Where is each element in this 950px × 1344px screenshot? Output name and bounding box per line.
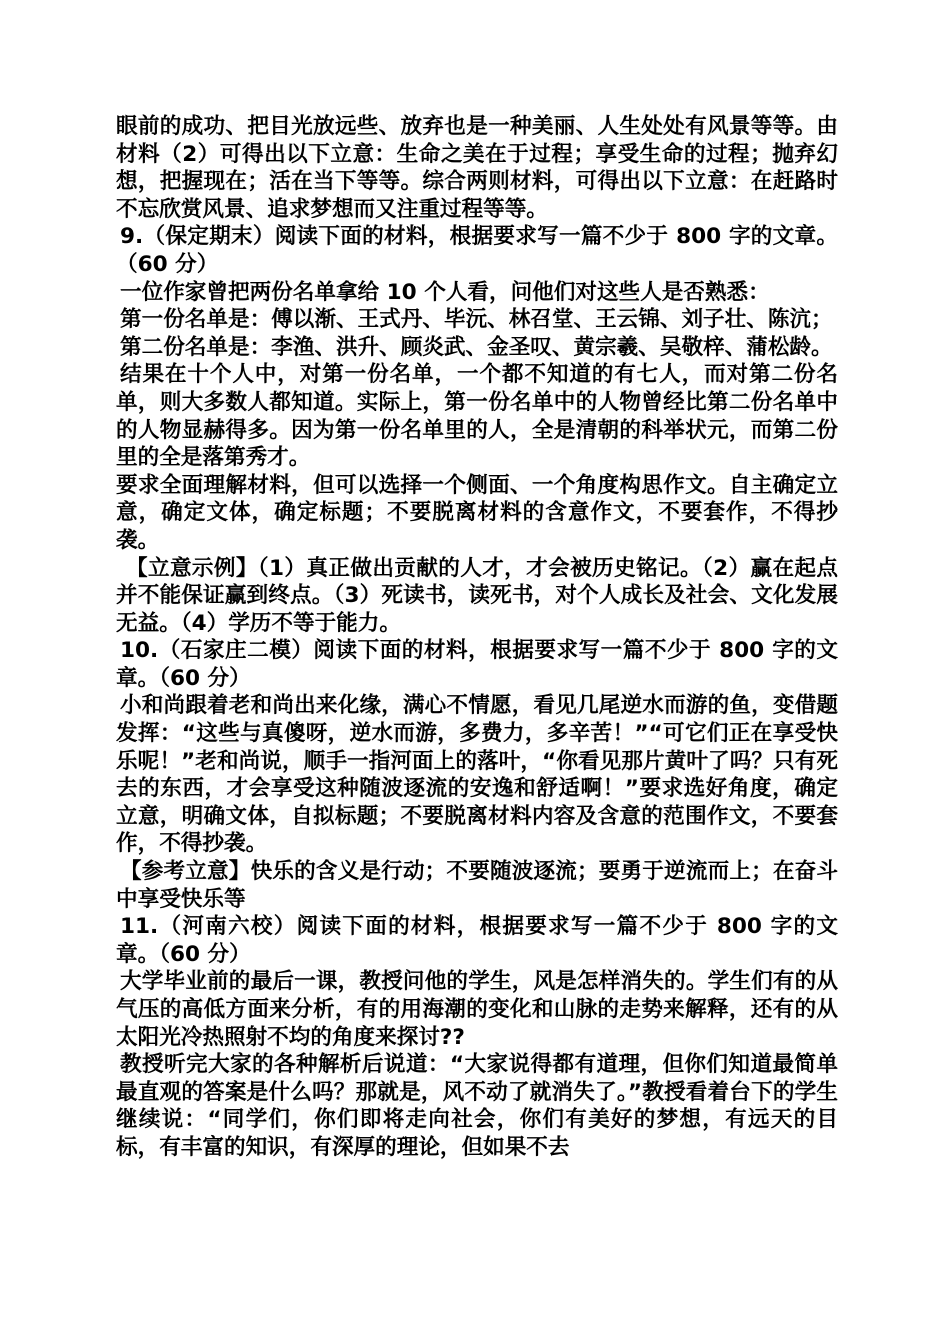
question-10-reference-ideas: 【参考立意】快乐的含义是行动；不要随波逐流；要勇于逆流而上；在奋斗中享受快乐等 [116, 859, 838, 912]
question-9-material-intro: 一位作家曾把两份名单拿给 10 个人看，问他们对这些人是否熟悉： [120, 279, 770, 305]
question-9-list-1: 第一份名单是：傅以渐、王式丹、毕沅、林召堂、王云锦、刘子壮、陈沆； [120, 307, 833, 333]
question-9-result: 结果在十个人中，对第一份名单，一个都不知道的有七人，而对第二份名单，则大多数人都知道。实际上，第一份名单中的人物曾经比第二份名单中的人物显赫得多。因为第一份名单里的人，全是清朝的科举状元，而第二份里的全是落第秀才。 [116, 362, 838, 471]
paragraph-1: 眼前的成功、把目光放远些、放弃也是一种美丽、人生处处有风景等等。由材料（2）可得出以下立意：生命之美在于过程；享受生命的过程；抛弃幻想，把握现在；活在当下等等。综合两则材料，可得出以下立意：在赶路时不忘欣赏风景、追求梦想而又注重过程等等。 [116, 114, 838, 222]
question-11-material-2: 教授听完大家的各种解析后说道：“大家说得都有道理，但你们知道最简单最直观的答案是什么吗？那就是，风不动了就消失了。”教授看着台下的学生继续说：“同学们，你们即将走向社会，你们有美好的梦想，有远天的目标，有丰富的知识，有深厚的理论，但如果不去 [116, 1052, 838, 1160]
question-10-material: 小和尚跟着老和尚出来化缘，满心不情愿，看见几尾逆水而游的鱼，变借题发挥：“这些与真傻呀，逆水而游，多费力，多辛苦！”“可它们正在享受快乐呢！”老和尚说，顺手一指河面上的落叶，“你看见那片黄叶了吗？只有死去的东西，才会享受这种随波逐流的安逸和舒适啊！”要求选好角度，确定立意，明确文体，自拟标题；不要脱离材料内容及含意的范围作文，不要套作，不得抄袭。 [116, 693, 838, 857]
question-11-heading: 11.（河南六校）阅读下面的材料，根据要求写一篇不少于 800 字的文章。（60 分） [116, 914, 838, 967]
question-11-material-1: 大学毕业前的最后一课，教授问他的学生，风是怎样消失的。学生们有的从气压的高低方面来分析，有的用海潮的变化和山脉的走势来解释，还有的从太阳光冷热照射不均的角度来探讨?? [116, 969, 838, 1050]
question-9-requirements: 要求全面理解材料，但可以选择一个侧面、一个角度构思作文。自主确定立意，确定文体，确定标题；不要脱离材料的含意作文，不要套作，不得抄袭。 [116, 472, 838, 553]
document-page [116, 113, 838, 1162]
question-9-list-2: 第二份名单是：李渔、洪升、顾炎武、金圣叹、黄宗羲、吴敬梓、蒲松龄。 [120, 334, 833, 360]
question-9-heading: 9.（保定期末）阅读下面的材料，根据要求写一篇不少于 800 字的文章。（60 分） [116, 224, 838, 277]
question-10-heading: 10.（石家庄二模）阅读下面的材料，根据要求写一篇不少于 800 字的文章。（60 分） [116, 638, 838, 691]
question-9-sample-ideas: 【立意示例】（1）真正做出贡献的人才，才会被历史铭记。（2）赢在起点并不能保证赢到终点。（3）死读书，读死书，对个人成长及社会、文化发展无益。（4）学历不等于能力。 [116, 555, 838, 636]
